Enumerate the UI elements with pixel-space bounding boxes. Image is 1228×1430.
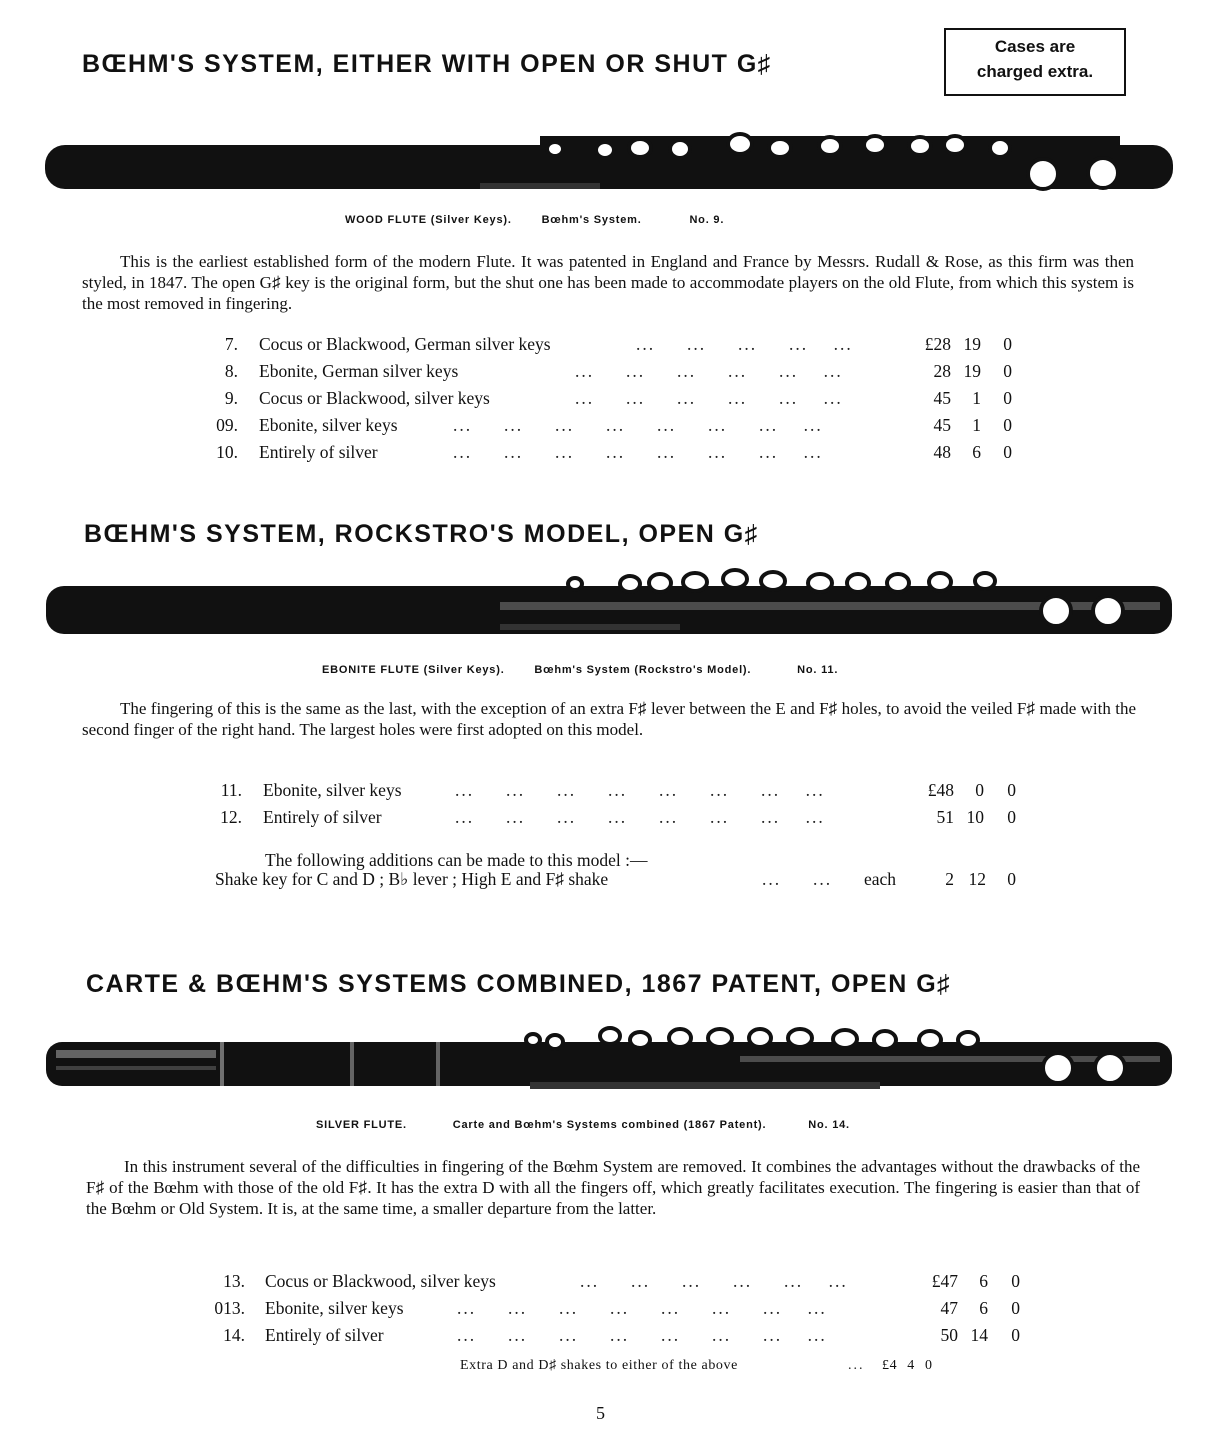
leader-dots: ... ... ... ... ... ... ... ... (453, 415, 823, 435)
price-row (0, 331, 1228, 358)
item-description: Cocus or Blackwood, silver keys (259, 388, 490, 408)
leader-dots: ... ... ... ... ... ... (575, 388, 843, 408)
price-shillings: 6 (979, 1271, 988, 1291)
price-row (0, 358, 1228, 385)
price-pence: 0 (1007, 780, 1016, 800)
leader-dots: ... (848, 1358, 865, 1373)
item-number: 13. (223, 1271, 245, 1291)
price-pounds: 47 (940, 1298, 958, 1318)
leader-dots: ... ... ... ... ... ... ... ... (457, 1325, 827, 1345)
price-pence: 0 (1003, 415, 1012, 435)
leader-dots: ... ... ... ... ... ... (580, 1271, 848, 1291)
item-number: 8. (224, 361, 238, 381)
item-number: 013. (214, 1298, 245, 1318)
page-number: 5 (596, 1403, 605, 1423)
price-pounds: 2 (945, 869, 954, 889)
additions-intro: The following additions can be made to this model :— (265, 850, 648, 870)
price-shillings: 1 (972, 388, 981, 408)
flute-caption (345, 214, 724, 226)
extra-price: £4 4 0 (882, 1358, 933, 1373)
leader-dots: ... ... ... ... ... ... ... ... (455, 807, 825, 827)
price-pence: 0 (1011, 1271, 1020, 1291)
price-shillings: 1 (972, 415, 981, 435)
price-pence: 0 (1003, 334, 1012, 354)
description-text: This is the earliest established form of the modern Flute. It was patented in England and France by Messrs. Rudall & Rose, as this firm was then styled, in 1847. The open G♯ key is the original form, but the shut one has been made to accommodate players on the old Flute, from which this system is the most removed in fingering. (82, 252, 1134, 313)
price-row (0, 1322, 1228, 1349)
item-description: Entirely of silver (263, 807, 382, 827)
price-shillings: 6 (972, 442, 981, 462)
price-pence: 0 (1003, 388, 1012, 408)
leader-dots: ... ... ... ... ... ... (575, 361, 843, 381)
section-description (82, 698, 1136, 740)
price-pounds: £28 (924, 334, 951, 354)
extra-description: Extra D and D♯ shakes to either of the above (460, 1358, 738, 1373)
price-pence: 0 (1003, 442, 1012, 462)
price-row (0, 804, 1228, 831)
price-shillings: 14 (970, 1325, 988, 1345)
price-pounds: £48 (927, 780, 954, 800)
item-description: Cocus or Blackwood, silver keys (265, 1271, 496, 1291)
item-number: 14. (223, 1325, 245, 1345)
price-shillings: 19 (963, 361, 981, 381)
silver-flute-illustration (40, 1016, 1180, 1102)
item-number: 11. (220, 780, 242, 800)
caption-part-c: No. 14. (808, 1119, 850, 1131)
price-shillings: 6 (979, 1298, 988, 1318)
price-row (0, 1268, 1228, 1295)
item-description: Ebonite, German silver keys (259, 361, 459, 381)
leader-dots: ... ... ... ... ... ... ... ... (453, 442, 823, 462)
price-pounds: 51 (936, 807, 954, 827)
price-pounds: 48 (933, 442, 951, 462)
section-heading: BŒHM'S SYSTEM, EITHER WITH OPEN OR SHUT G♯ (82, 50, 772, 78)
addition-row (0, 866, 1228, 893)
notice-line-2: charged extra. (976, 62, 1094, 81)
item-description: Ebonite, silver keys (259, 415, 398, 435)
ebonite-flute-illustration (40, 566, 1180, 648)
price-row (0, 385, 1228, 412)
description-text: In this instrument several of the difficulties in fingering of the Bœhm System are removed. It combines the advantages without the drawbacks of the F♯ of the Bœhm with those of the old F♯. It has the extra D with all the fingers off, which greatly facilitates execution. The fingering is easier than that of the Bœhm or Old System. It is, at the same time, a smaller departure from the latter. (86, 1157, 1140, 1218)
price-pence: 0 (1003, 361, 1012, 381)
item-number: 9. (224, 388, 238, 408)
item-description: Entirely of silver (265, 1325, 384, 1345)
price-pounds: 50 (940, 1325, 958, 1345)
section-heading: CARTE & BŒHM'S SYSTEMS COMBINED, 1867 PATENT, OPEN G♯ (86, 970, 952, 998)
price-shillings: 0 (975, 780, 984, 800)
flute-caption (322, 664, 838, 676)
item-description: Ebonite, silver keys (265, 1298, 404, 1318)
description-text: The fingering of this is the same as the last, with the exception of an extra F♯ lever between the E and F♯ holes, to avoid the veiled F♯ made with the second finger of the right hand. The largest holes were first adopted on this model. (82, 699, 1136, 739)
caption-part-a: WOOD FLUTE (Silver Keys). (345, 214, 512, 226)
leader-dots: ... ... ... ... ... (636, 334, 853, 354)
item-number: 12. (220, 807, 242, 827)
addition-description: Shake key for C and D ; B♭ lever ; High E and F♯ shake (215, 869, 609, 889)
caption-part-c: No. 9. (689, 214, 725, 226)
notice-line-1: Cases are (994, 37, 1076, 56)
caption-part-b: Carte and Bœhm's Systems combined (1867 Patent). (452, 1119, 767, 1131)
caption-part-b: Bœhm's System (Rockstro's Model). (534, 664, 752, 676)
leader-dots: ... ... (762, 869, 833, 889)
leader-dots: ... ... ... ... ... ... ... ... (457, 1298, 827, 1318)
item-number: 7. (224, 334, 238, 354)
price-pence: 0 (1007, 807, 1016, 827)
item-number: 10. (216, 442, 238, 462)
price-row (0, 1295, 1228, 1322)
price-row (0, 412, 1228, 439)
price-pounds: 28 (933, 361, 951, 381)
leader-dots: ... ... ... ... ... ... ... ... (455, 780, 825, 800)
price-pence: 0 (1011, 1298, 1020, 1318)
price-pence: 0 (1007, 869, 1016, 889)
caption-part-b: Bœhm's System. (541, 214, 642, 226)
item-description: Entirely of silver (259, 442, 378, 462)
price-pounds: £47 (931, 1271, 958, 1291)
price-row (0, 777, 1228, 804)
caption-part-a: EBONITE FLUTE (Silver Keys). (322, 664, 505, 676)
item-description: Cocus or Blackwood, German silver keys (259, 334, 551, 354)
caption-part-a: SILVER FLUTE. (316, 1119, 407, 1131)
caption-part-c: No. 11. (797, 664, 839, 676)
wood-flute-illustration (40, 118, 1180, 198)
flute-caption (316, 1119, 850, 1131)
addition-each: each (864, 869, 897, 889)
price-shillings: 10 (966, 807, 984, 827)
section-description (82, 251, 1134, 314)
item-number: 09. (216, 415, 238, 435)
price-pounds: 45 (933, 388, 951, 408)
cases-notice (944, 28, 1126, 96)
price-shillings: 19 (963, 334, 981, 354)
price-shillings: 12 (968, 869, 986, 889)
section-heading: BŒHM'S SYSTEM, ROCKSTRO'S MODEL, OPEN G♯ (84, 520, 759, 548)
price-pounds: 45 (933, 415, 951, 435)
price-row (0, 439, 1228, 466)
item-description: Ebonite, silver keys (263, 780, 402, 800)
section-description (86, 1156, 1140, 1219)
price-pence: 0 (1011, 1325, 1020, 1345)
